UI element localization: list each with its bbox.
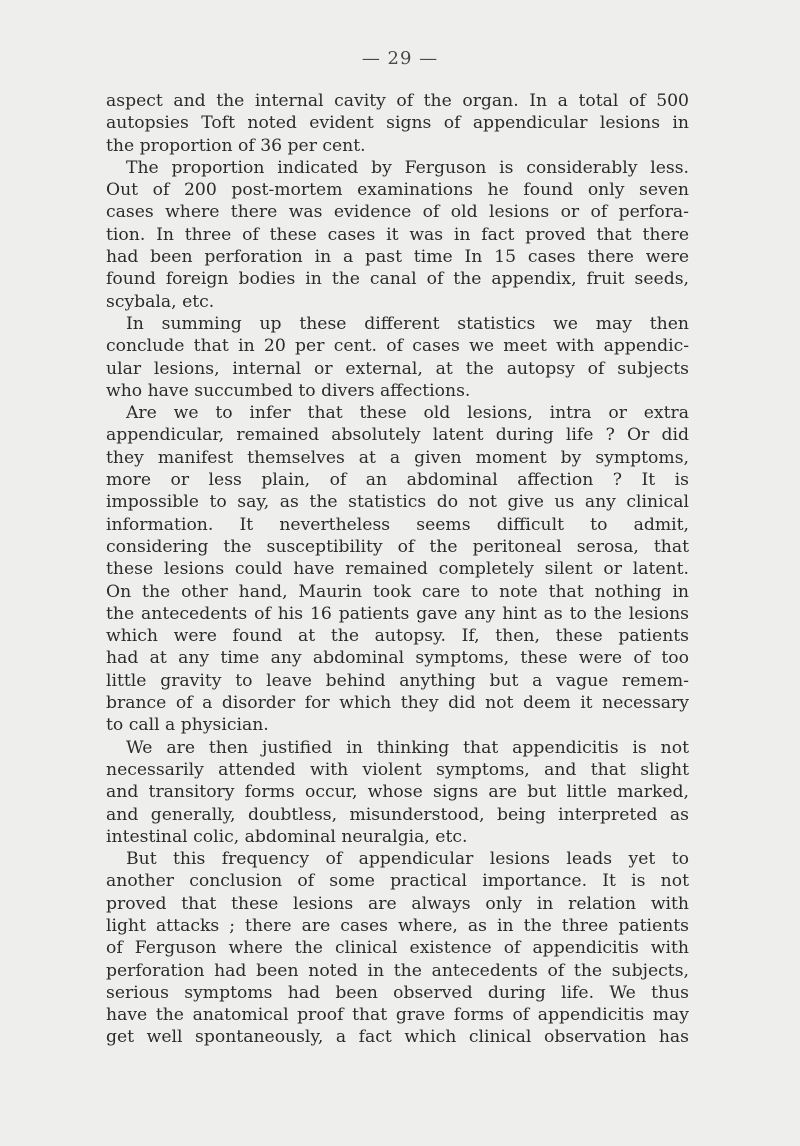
- text-line: information. It nevertheless seems difficult to admit,: [106, 514, 689, 535]
- text-line: more or less plain, of an abdominal affection ? It is: [106, 470, 689, 491]
- text-line: The proportion indicated by Ferguson is considerably less.: [126, 157, 689, 178]
- text-line: ular lesions, internal or external, at the autopsy of subjects: [106, 358, 689, 379]
- text-line: these lesions could have remained completely silent or latent.: [106, 559, 689, 580]
- text-line: conclude that in 20 per cent. of cases we meet with appendic-: [106, 336, 689, 357]
- text-line: considering the susceptibility of the peritoneal serosa, that: [106, 536, 689, 557]
- text-line: light attacks ; there are cases where, as in the three patients: [106, 915, 689, 936]
- text-line: appendicular, remained absolutely latent during life ? Or did: [106, 425, 689, 446]
- text-line: autopsies Toft noted evident signs of appendicular lesions in: [106, 113, 689, 134]
- text-line: intestinal colic, abdominal neuralgia, etc.: [106, 826, 468, 847]
- text-line: of Ferguson where the clinical existence of appendicitis with: [106, 938, 689, 959]
- text-line: found foreign bodies in the canal of the appendix, fruit seeds,: [106, 269, 689, 290]
- text-line: proved that these lesions are always only in relation with: [106, 893, 689, 914]
- text-line: tion. In three of these cases it was in fact proved that there: [106, 224, 689, 245]
- text-line: In summing up these different statistics we may then: [126, 313, 689, 334]
- text-line: brance of a disorder for which they did not deem it necessary: [106, 693, 689, 714]
- text-line: they manifest themselves at a given moment by symptoms,: [106, 447, 689, 468]
- text-line: necessarily attended with violent symptoms, and that slight: [106, 759, 689, 780]
- text-line: impossible to say, as the statistics do not give us any clinical: [106, 492, 689, 513]
- text-line: which were found at the autopsy. If, then, these patients: [106, 626, 689, 647]
- text-line: serious symptoms had been observed during life. We thus: [106, 982, 689, 1003]
- text-line: cases where there was evidence of old lesions or of perfora-: [106, 202, 689, 223]
- text-line: get well spontaneously, a fact which clinical observation has: [106, 1027, 689, 1048]
- text-line: had been perforation in a past time In 15 cases there were: [106, 247, 689, 268]
- text-line: to call a physician.: [106, 715, 269, 736]
- text-line: who have succumbed to divers affections.: [106, 380, 471, 401]
- text-line: little gravity to leave behind anything but a vague remem-: [106, 670, 689, 691]
- page-number: — 29 —: [361, 48, 439, 69]
- text-line: have the anatomical proof that grave forms of appendicitis may: [106, 1005, 689, 1026]
- text-line: perforation had been noted in the antecedents of the subjects,: [106, 960, 689, 981]
- text-line: the antecedents of his 16 patients gave any hint as to the lesions: [106, 603, 689, 624]
- text-line: and transitory forms occur, whose signs are but little marked,: [106, 782, 689, 803]
- text-line: and generally, doubtless, misunderstood, being interpreted as: [106, 804, 689, 825]
- text-line: Out of 200 post-mortem examinations he found only seven: [106, 180, 689, 201]
- text-line: another conclusion of some practical importance. It is not: [106, 871, 689, 892]
- text-line: Are we to infer that these old lesions, intra or extra: [126, 403, 689, 424]
- text-line: the proportion of 36 per cent.: [106, 135, 366, 156]
- text-line: On the other hand, Maurin took care to note that nothing in: [106, 581, 689, 602]
- text-line: scybala, etc.: [106, 291, 215, 312]
- text-line: We are then justified in thinking that appendicitis is not: [126, 737, 689, 758]
- text-line: aspect and the internal cavity of the organ. In a total of 500: [106, 91, 689, 111]
- body-text: [106, 90, 689, 1049]
- text-line: But this frequency of appendicular lesions leads yet to: [126, 849, 689, 870]
- text-line: had at any time any abdominal symptoms, these were of too: [106, 648, 689, 669]
